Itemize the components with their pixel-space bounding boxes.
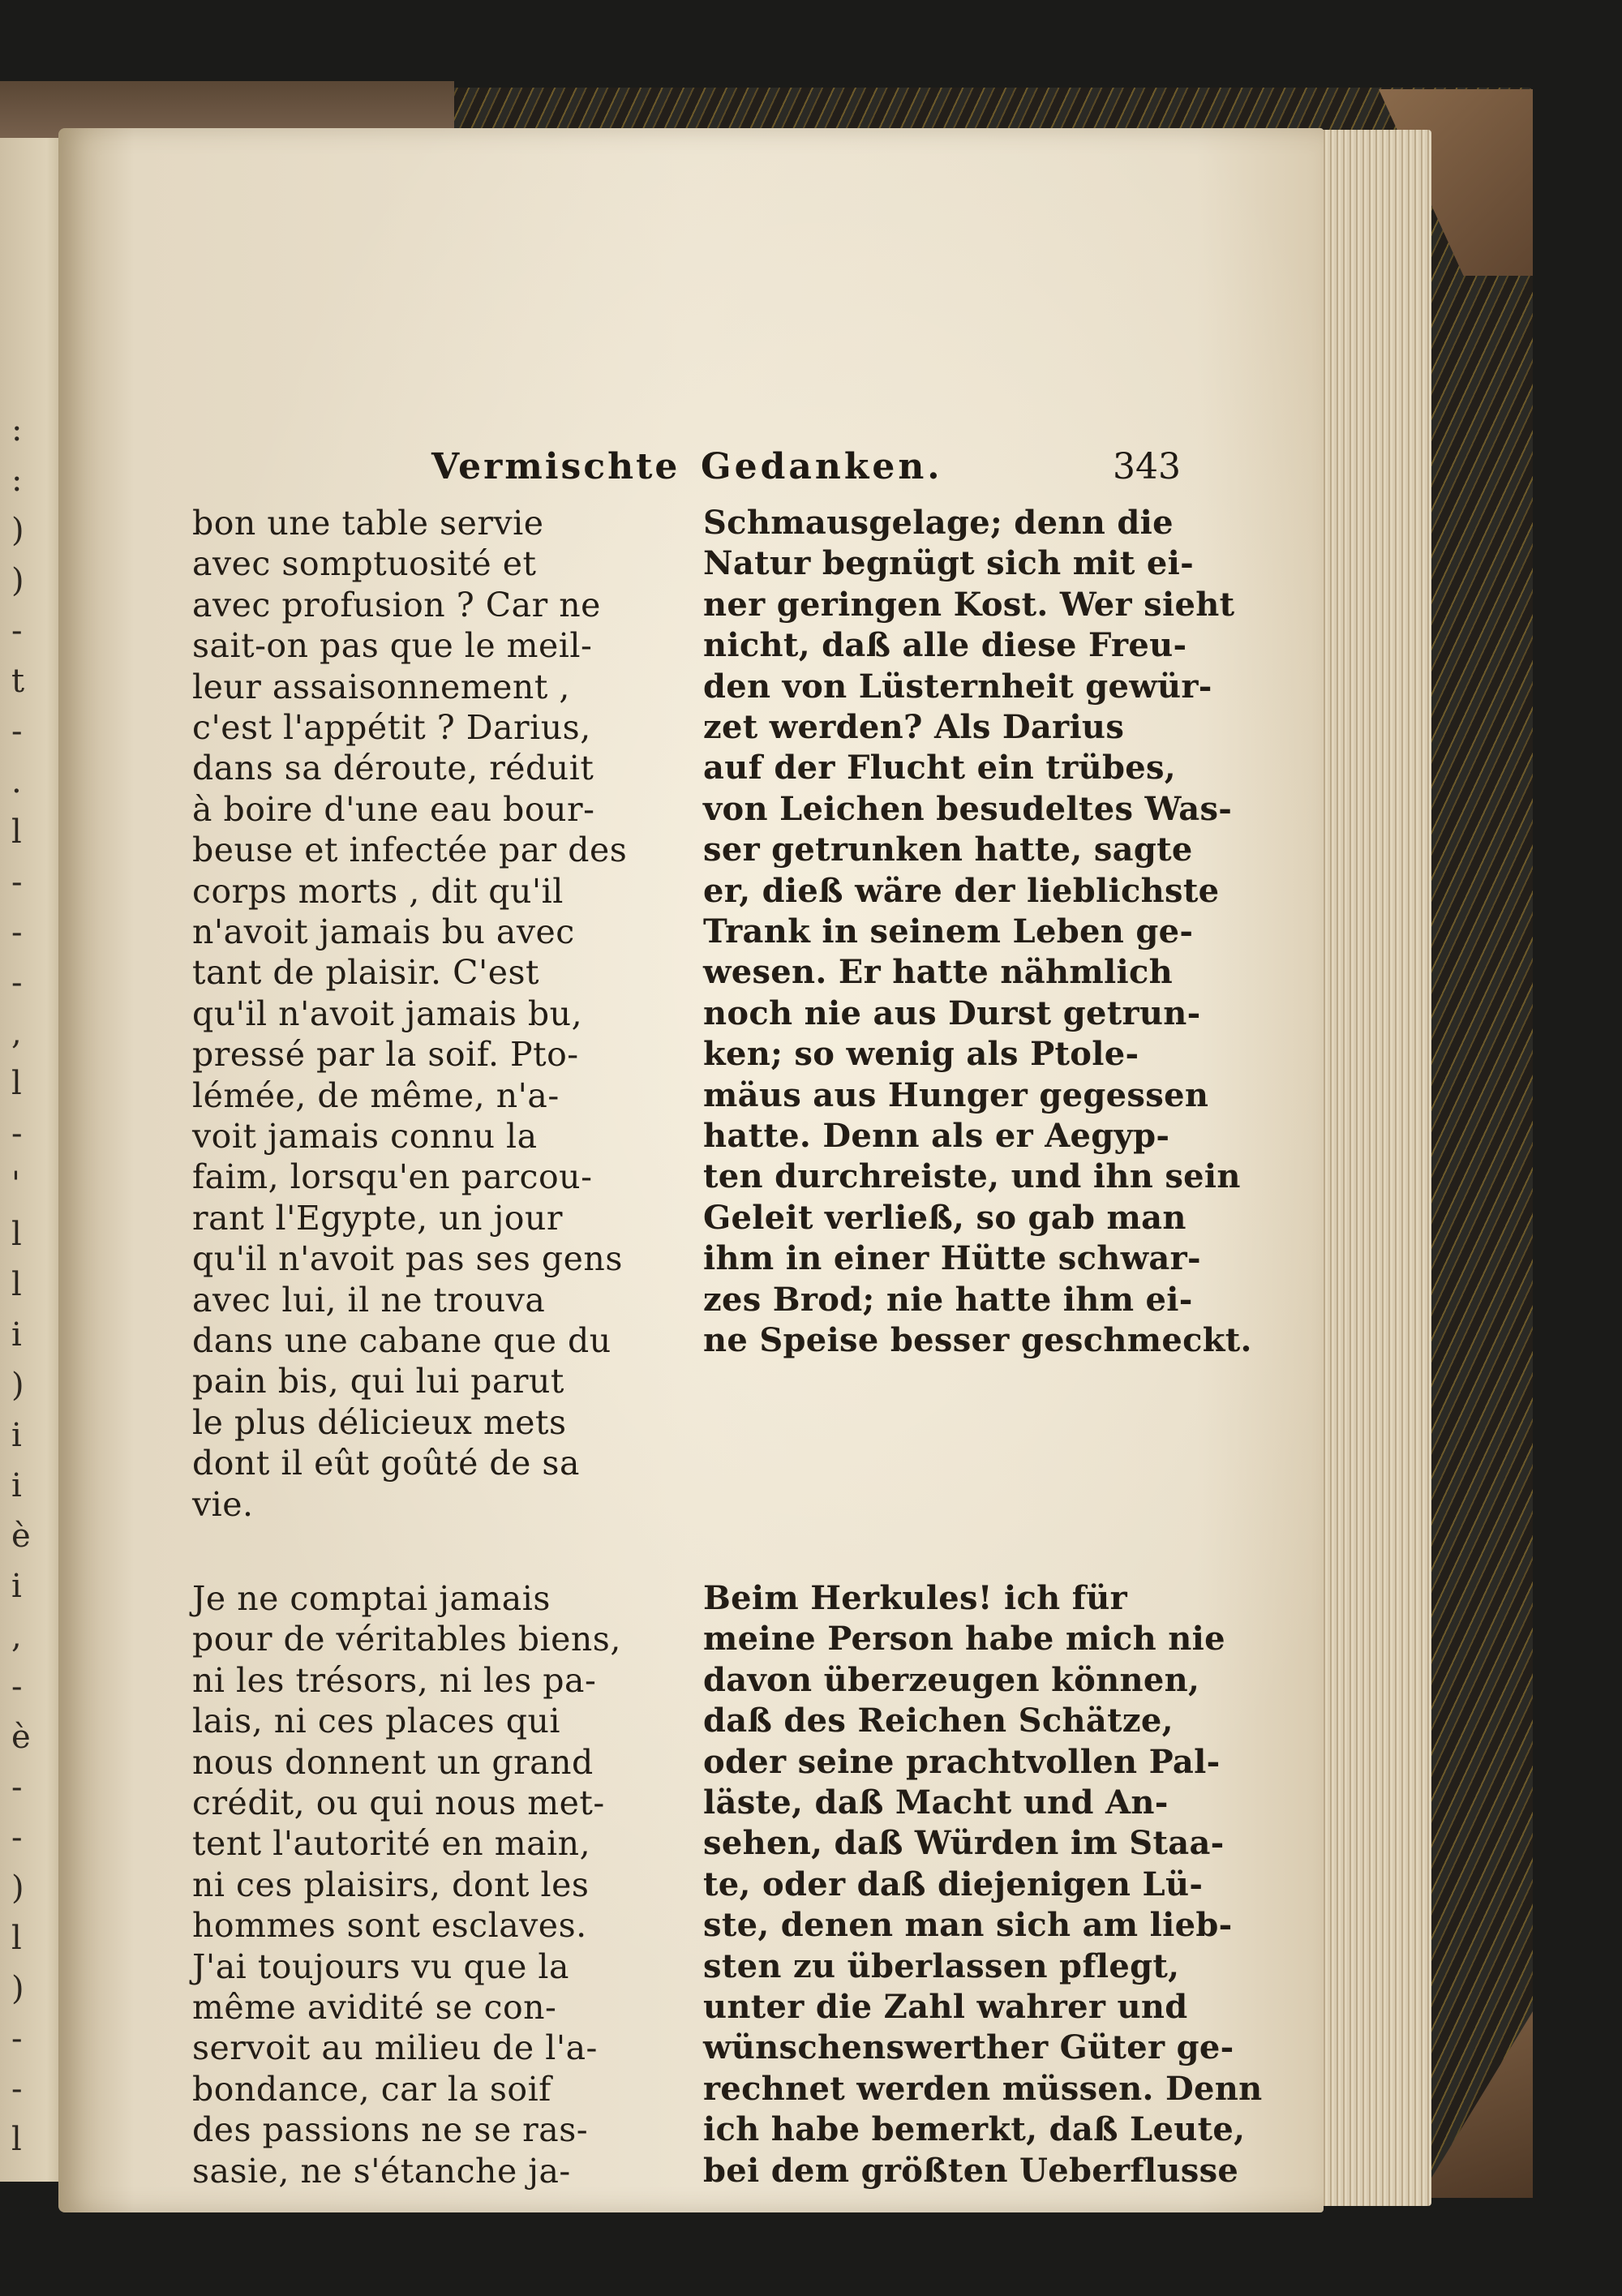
left-page-fragment: - bbox=[11, 914, 23, 951]
left-page-fragment: - bbox=[11, 1769, 23, 1806]
left-page-fragment: l bbox=[11, 1266, 22, 1303]
text-line: c'est l'appétit ? Darius, bbox=[192, 708, 591, 747]
text-line: Schmausgelage; denn die bbox=[703, 504, 1174, 542]
text-line: voit jamais connu la bbox=[192, 1117, 538, 1156]
left-page-fragment: - bbox=[11, 1115, 23, 1152]
text-line: mäus aus Hunger gegessen bbox=[703, 1075, 1209, 1114]
text-line: ten durchreiste, und ihn sein bbox=[703, 1157, 1241, 1196]
text-line: ken; so wenig als Ptole- bbox=[703, 1035, 1139, 1074]
text-line: sehen, daß Würden im Staa- bbox=[703, 1824, 1225, 1863]
left-page-fragment: ) bbox=[11, 512, 24, 549]
left-page-fragment: . bbox=[11, 763, 22, 800]
text-line: rant l'Egypte, un jour bbox=[192, 1198, 563, 1238]
text-line: meine Person habe mich nie bbox=[703, 1620, 1225, 1659]
text-line: n'avoit jamais bu avec bbox=[192, 912, 575, 951]
text-line: oder seine prachtvollen Pal- bbox=[703, 1742, 1221, 1781]
left-page-fragment: , bbox=[11, 1618, 22, 1655]
text-line: faim, lorsqu'en parcou- bbox=[192, 1157, 593, 1197]
page-number: 343 bbox=[1113, 446, 1181, 487]
text-line: avec profusion ? Car ne bbox=[192, 585, 601, 624]
text-line: même avidité se con- bbox=[192, 1988, 557, 2027]
text-line: pour de véritables biens, bbox=[192, 1620, 621, 1659]
text-line: dans une cabane que du bbox=[192, 1321, 611, 1360]
left-page-fragment: ) bbox=[11, 1367, 24, 1404]
text-line: qu'il n'avoit pas ses gens bbox=[192, 1239, 623, 1279]
text-line: hatte. Denn als er Aegyp- bbox=[703, 1117, 1170, 1155]
text-line: leur assaisonnement , bbox=[192, 667, 570, 706]
left-page-fragment: l bbox=[11, 1065, 22, 1102]
text-line: pressé par la soif. Pto- bbox=[192, 1035, 579, 1075]
text-line: Geleit verließ, so gab man bbox=[703, 1198, 1186, 1237]
text-line: ser getrunken hatte, sagte bbox=[703, 830, 1193, 869]
text-line: davon überzeugen können, bbox=[703, 1660, 1200, 1699]
left-page-fragment: ) bbox=[11, 562, 24, 599]
text-line: Je ne comptai jamais bbox=[192, 1579, 551, 1618]
text-line: vie. bbox=[192, 1484, 254, 1524]
text-line: bondance, car la soif bbox=[192, 2069, 551, 2109]
left-page-fragment: l bbox=[11, 2121, 22, 2158]
text-line: avec somptuosité et bbox=[192, 544, 537, 584]
left-page-fragment: - bbox=[11, 1668, 23, 1706]
left-page-fragment: l bbox=[11, 1216, 22, 1253]
text-line: daß des Reichen Schätze, bbox=[703, 1702, 1174, 1740]
text-line: bei dem größten Ueberflusse bbox=[703, 2151, 1239, 2190]
text-line: lais, ni ces places qui bbox=[192, 1702, 560, 1741]
text-line: sasie, ne s'étanche ja- bbox=[192, 2151, 571, 2191]
text-line: lémée, de même, n'a- bbox=[192, 1075, 560, 1115]
text-line: pain bis, qui lui parut bbox=[192, 1362, 564, 1401]
left-page-fragment: : bbox=[11, 461, 23, 499]
text-line: ner geringen Kost. Wer sieht bbox=[703, 585, 1235, 624]
text-line: Natur begnügt sich mit ei- bbox=[703, 544, 1195, 583]
left-page-fragment: ) bbox=[11, 1869, 24, 1907]
text-line: noch nie aus Durst getrun- bbox=[703, 994, 1201, 1032]
left-page-fragment: - bbox=[11, 612, 23, 650]
text-line: corps morts , dit qu'il bbox=[192, 871, 564, 911]
left-page-fragment: - bbox=[11, 2071, 23, 2108]
text-line: Beim Herkules! ich für bbox=[703, 1579, 1127, 1617]
left-page-fragment: - bbox=[11, 2020, 23, 2058]
left-page-fragment: t bbox=[11, 663, 25, 700]
left-page-fragment: i bbox=[11, 1568, 22, 1605]
text-line: den von Lüsternheit gewür- bbox=[703, 667, 1212, 706]
text-line: sten zu überlassen pflegt, bbox=[703, 1946, 1180, 1985]
text-line: nous donnent un grand bbox=[192, 1742, 594, 1782]
left-page-fragment: : bbox=[11, 411, 23, 448]
text-line: ste, denen man sich am lieb- bbox=[703, 1906, 1233, 1945]
text-line: läste, daß Macht und An- bbox=[703, 1783, 1169, 1822]
text-line: qu'il n'avoit jamais bu, bbox=[192, 994, 583, 1033]
text-line: er, dieß wäre der lieblichste bbox=[703, 871, 1220, 910]
book-page bbox=[58, 128, 1324, 2212]
left-page-fragment: ) bbox=[11, 1970, 24, 2007]
left-page-fragment: i bbox=[11, 1316, 22, 1354]
text-line: ni les trésors, ni les pa- bbox=[192, 1660, 597, 1700]
left-page-fragment: ' bbox=[11, 1165, 20, 1203]
text-line: sait-on pas que le meil- bbox=[192, 626, 593, 666]
text-line: J'ai toujours vu que la bbox=[192, 1946, 569, 1986]
text-line: Trank in seinem Leben ge- bbox=[703, 912, 1194, 951]
text-line: unter die Zahl wahrer und bbox=[703, 1988, 1188, 2026]
text-line: te, oder daß diejenigen Lü- bbox=[703, 1865, 1204, 1903]
left-page-fragment: i bbox=[11, 1417, 22, 1454]
text-line: beuse et infectée par des bbox=[192, 830, 628, 870]
text-line: ich habe bemerkt, daß Leute, bbox=[703, 2110, 1246, 2149]
text-line: des passions ne se ras- bbox=[192, 2110, 589, 2150]
text-line: crédit, ou qui nous met- bbox=[192, 1783, 605, 1822]
text-line: avec lui, il ne trouva bbox=[192, 1280, 546, 1320]
text-line: tant de plaisir. C'est bbox=[192, 953, 540, 993]
text-line: bon une table servie bbox=[192, 504, 544, 543]
text-line: wünschenswerther Güter ge- bbox=[703, 2028, 1234, 2067]
text-line: zet werden? Als Darius bbox=[703, 708, 1125, 746]
text-line: zes Brod; nie hatte ihm ei- bbox=[703, 1280, 1193, 1319]
text-line: von Leichen besudeltes Was- bbox=[703, 789, 1233, 828]
text-line: dont il eût goûté de sa bbox=[192, 1444, 580, 1483]
left-page-fragment: l bbox=[11, 1920, 22, 1957]
left-page-fragment: - bbox=[11, 964, 23, 1002]
text-line: ni ces plaisirs, dont les bbox=[192, 1865, 590, 1904]
left-page-fragment: - bbox=[11, 864, 23, 901]
left-page-fragment: , bbox=[11, 1015, 22, 1052]
text-line: servoit au milieu de l'a- bbox=[192, 2028, 598, 2068]
text-line: auf der Flucht ein trübes, bbox=[703, 749, 1177, 788]
text-line: hommes sont esclaves. bbox=[192, 1906, 587, 1946]
text-line: rechnet werden müssen. Denn bbox=[703, 2069, 1263, 2108]
text-line: ne Speise besser geschmeckt. bbox=[703, 1321, 1252, 1359]
text-line: nicht, daß alle diese Freu- bbox=[703, 626, 1187, 665]
left-page-fragment: - bbox=[11, 1819, 23, 1856]
text-line: wesen. Er hatte nähmlich bbox=[703, 953, 1174, 992]
left-page-fragment: l bbox=[11, 813, 22, 851]
left-page-fragment: è bbox=[11, 1719, 31, 1756]
left-page-fragment: i bbox=[11, 1467, 22, 1504]
left-page-fragment: è bbox=[11, 1517, 31, 1555]
running-head-right: Gedanken. bbox=[701, 446, 943, 487]
text-line: ihm in einer Hütte schwar- bbox=[703, 1239, 1201, 1278]
running-head-left: Vermischte bbox=[431, 446, 680, 487]
text-line: dans sa déroute, réduit bbox=[192, 749, 594, 788]
text-line: à boire d'une eau bour- bbox=[192, 789, 595, 829]
text-line: le plus délicieux mets bbox=[192, 1402, 567, 1442]
left-page-fragment: - bbox=[11, 713, 23, 750]
text-line: tent l'autorité en main, bbox=[192, 1824, 591, 1864]
